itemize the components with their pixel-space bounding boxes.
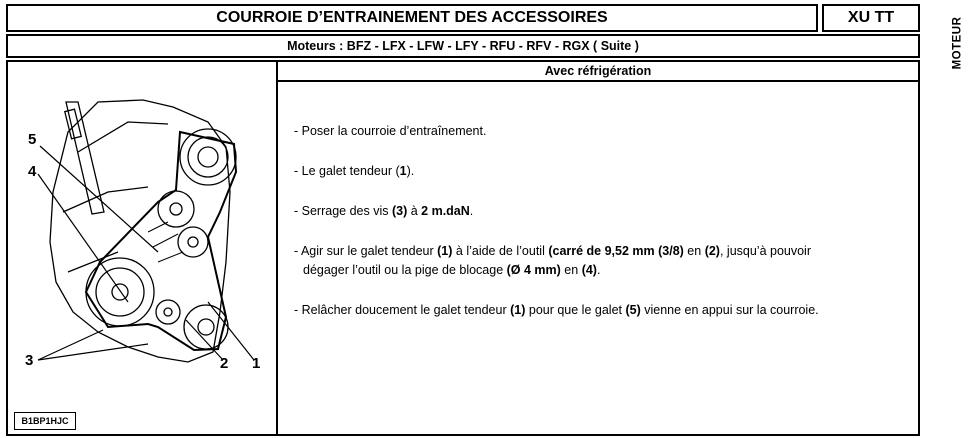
instruction-text: - Serrage des vis: [294, 204, 392, 218]
section-header: [278, 62, 918, 82]
engine-code: [822, 4, 920, 32]
locking-tool: [66, 102, 104, 214]
instruction-emphasis: 1: [399, 164, 407, 178]
tensioner-pulley-hub: [170, 203, 182, 215]
figure-reference: [14, 412, 76, 430]
instruction-step: [294, 242, 904, 280]
alternator-pulley-ring: [188, 137, 228, 177]
instruction-text: - Poser la courroie d’entraînement.: [294, 124, 487, 138]
figure-reference-text: B1BP1HJC: [21, 416, 69, 426]
engine-code-text: XU TT: [847, 9, 895, 26]
instruction-emphasis: (2): [704, 244, 720, 258]
idler-pulley-hub: [188, 237, 198, 247]
main-panel: [6, 60, 920, 436]
section-header-text: Avec réfrigération: [544, 64, 652, 78]
instruction-text: .: [596, 263, 601, 277]
instruction-step: [294, 301, 904, 320]
tensioner-roller-hub: [164, 308, 172, 316]
document-title: [6, 4, 818, 32]
tensioner-pulley: [158, 191, 194, 227]
side-label-text: MOTEUR: [951, 16, 963, 70]
instruction-text: , jusqu’à pouvoir: [719, 244, 811, 258]
alternator-pulley-hub: [198, 147, 218, 167]
instruction-emphasis: (1): [510, 303, 526, 317]
instruction-text: à: [407, 204, 422, 218]
instruction-emphasis: (3): [391, 204, 408, 218]
crankshaft-pulley-ring: [96, 268, 144, 316]
column-divider: [276, 62, 278, 434]
instructions-list: [294, 122, 904, 341]
document-title-text: COURROIE D’ENTRAINEMENT DES ACCESSOIRES: [216, 9, 608, 26]
instruction-text: à l’aide de l’outil: [452, 244, 549, 258]
instruction-emphasis: (carré de 9,52 mm (3/8): [548, 244, 684, 258]
callout-2: 2: [220, 355, 229, 372]
instruction-emphasis: (5): [625, 303, 641, 317]
instruction-text: en: [560, 263, 582, 277]
instruction-step: [294, 122, 904, 141]
belt-drive-illustration: [8, 62, 274, 407]
instruction-text: dégager l’outil ou la pige de blocage: [303, 263, 507, 277]
instruction-continuation: [294, 261, 904, 280]
engine-block-detail: [63, 122, 168, 272]
instruction-emphasis: (4): [581, 263, 597, 277]
instruction-text: - Agir sur le galet tendeur: [294, 244, 438, 258]
callout-5: 5: [28, 131, 37, 148]
engines-line: [6, 34, 920, 58]
instruction-text: - Le galet tendeur (: [294, 164, 400, 178]
instruction-text: pour que le galet: [525, 303, 626, 317]
tensioner-roller: [156, 300, 180, 324]
instruction-text: vienne en appui sur la courroie.: [640, 303, 819, 317]
instruction-step: [294, 202, 904, 221]
callout-3: 3: [25, 352, 34, 369]
callout-line-5: [40, 146, 158, 252]
instruction-text: - Relâcher doucement le galet tendeur: [294, 303, 511, 317]
callout-line-4: [38, 174, 128, 302]
callout-4: 4: [28, 163, 37, 180]
instruction-text: ).: [406, 164, 415, 178]
instruction-step: [294, 162, 904, 181]
instruction-emphasis: (Ø 4 mm): [506, 263, 561, 277]
side-label: [944, 8, 970, 78]
instruction-emphasis: (1): [437, 244, 453, 258]
instruction-text: .: [469, 204, 474, 218]
callout-1: 1: [252, 355, 261, 372]
instruction-text: en: [683, 244, 705, 258]
compressor-pulley-hub: [198, 319, 214, 335]
instruction-emphasis: 2 m.daN: [421, 204, 470, 218]
engines-line-text: Moteurs : BFZ - LFX - LFW - LFY - RFU - RFV - RGX ( Suite ): [287, 39, 639, 53]
